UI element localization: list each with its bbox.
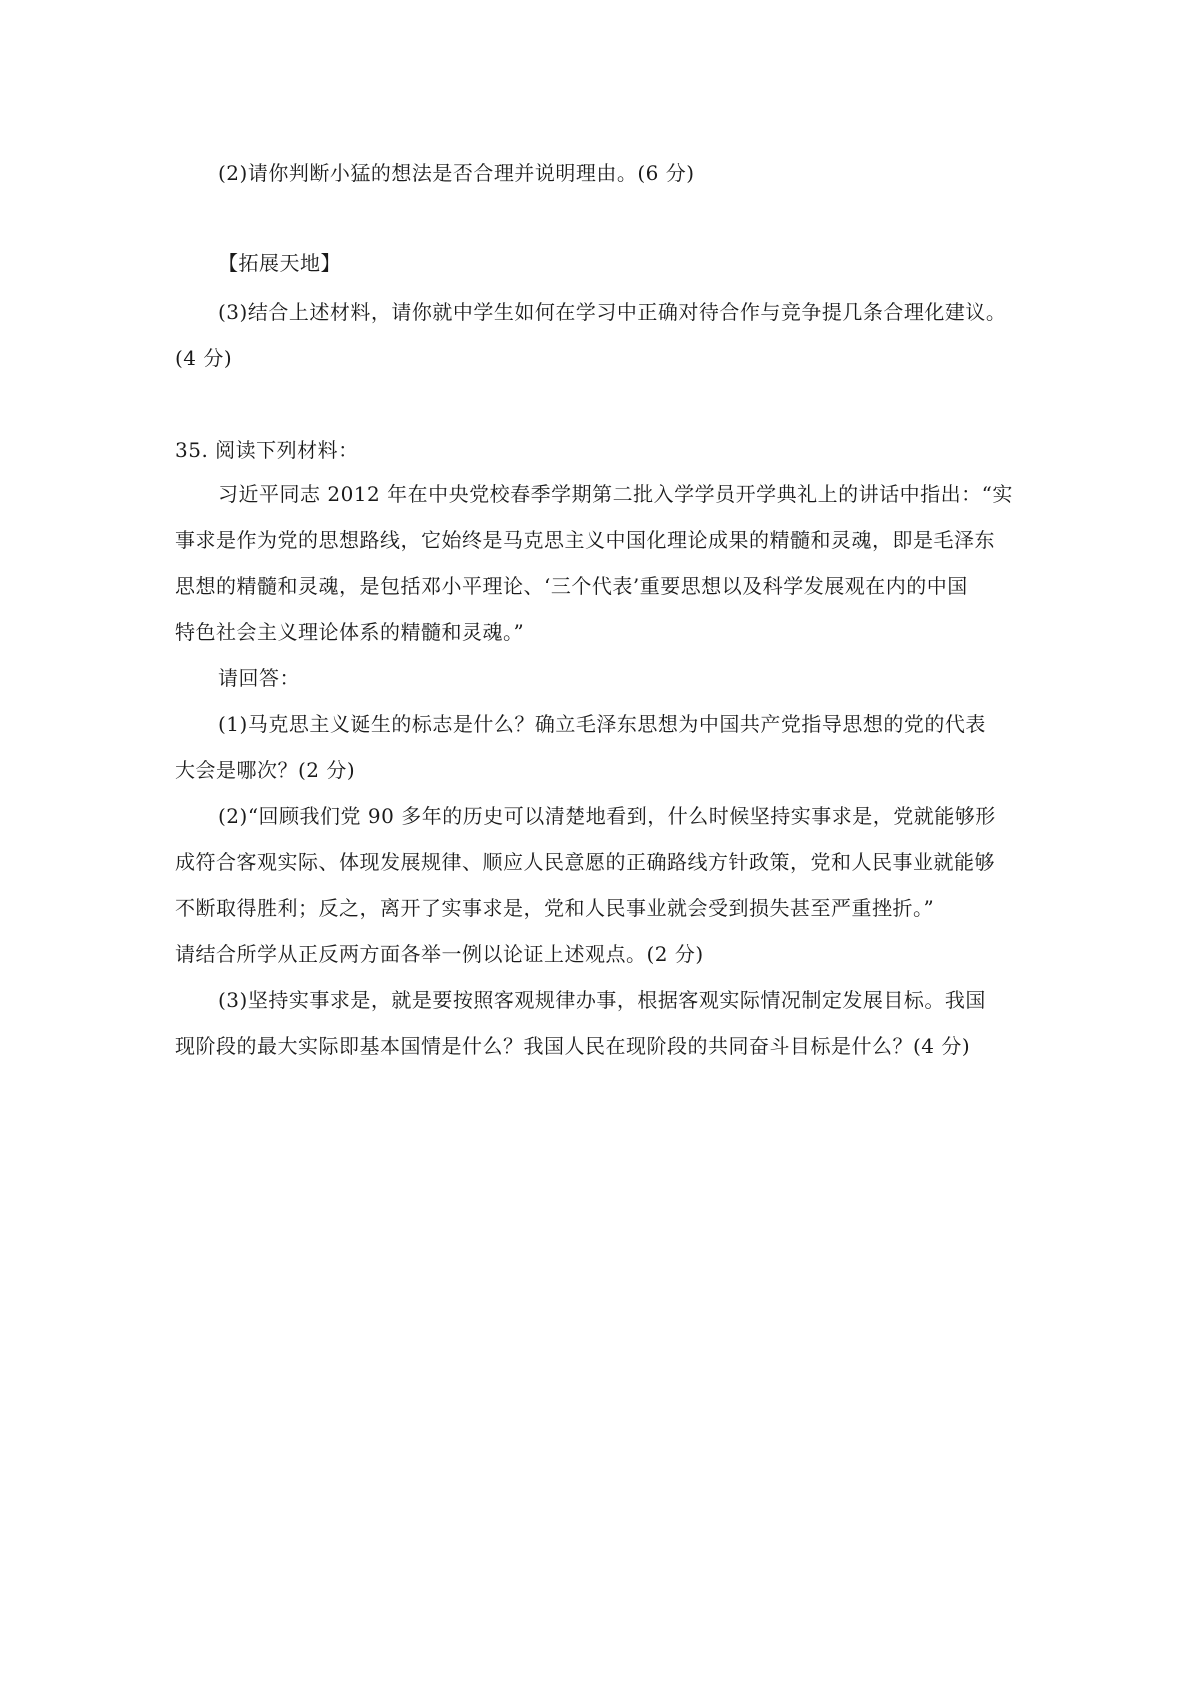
q35-part2-line: 请结合所学从正反两方面各举一例以论证上述观点。(2 分) (175, 942, 704, 966)
q35-part1-line: (1)马克思主义诞生的标志是什么？确立毛泽东思想为中国共产党指导思想的党的代表 (218, 712, 986, 736)
q35-heading: 35. 阅读下列材料： (175, 438, 359, 462)
q35-part2-line: 不断取得胜利；反之，离开了实事求是，党和人民事业就会受到损失甚至严重挫折。” (175, 896, 935, 920)
q34-part3-line1: (3)结合上述材料，请你就中学生如何在学习中正确对待合作与竞争提几条合理化建议。 (218, 300, 1007, 324)
q35-part3-line: (3)坚持实事求是，就是要按照客观规律办事，根据客观实际情况制定发展目标。我国 (218, 988, 986, 1012)
q35-material-line: 事求是作为党的思想路线，它始终是马克思主义中国化理论成果的精髓和灵魂，即是毛泽东 (175, 528, 995, 552)
q35-material-line: 思想的精髓和灵魂，是包括邓小平理论、‘三个代表’重要思想以及科学发展观在内的中国 (175, 574, 968, 598)
q34-part2: (2)请你判断小猛的想法是否合理并说明理由。(6 分) (218, 161, 695, 185)
q34-part3-line2: (4 分) (175, 346, 233, 370)
q35-material-line: 特色社会主义理论体系的精髓和灵魂。” (175, 620, 525, 644)
q35-part3-line: 现阶段的最大实际即基本国情是什么？我国人民在现阶段的共同奋斗目标是什么？(4 分) (175, 1034, 971, 1058)
section-title-extension: 【拓展天地】 (218, 251, 341, 275)
q35-material-line: 习近平同志 2012 年在中央党校春季学期第二批入学学员开学典礼上的讲话中指出：“实 (218, 482, 1013, 506)
q35-prompt: 请回答： (218, 666, 300, 690)
q35-part2-line: (2)“回顾我们党 90 多年的历史可以清楚地看到，什么时候坚持实事求是，党就能够形 (218, 804, 996, 828)
q35-part1-line: 大会是哪次？(2 分) (175, 758, 356, 782)
q35-part2-line: 成符合客观实际、体现发展规律、顺应人民意愿的正确路线方针政策，党和人民事业就能够 (175, 850, 995, 874)
